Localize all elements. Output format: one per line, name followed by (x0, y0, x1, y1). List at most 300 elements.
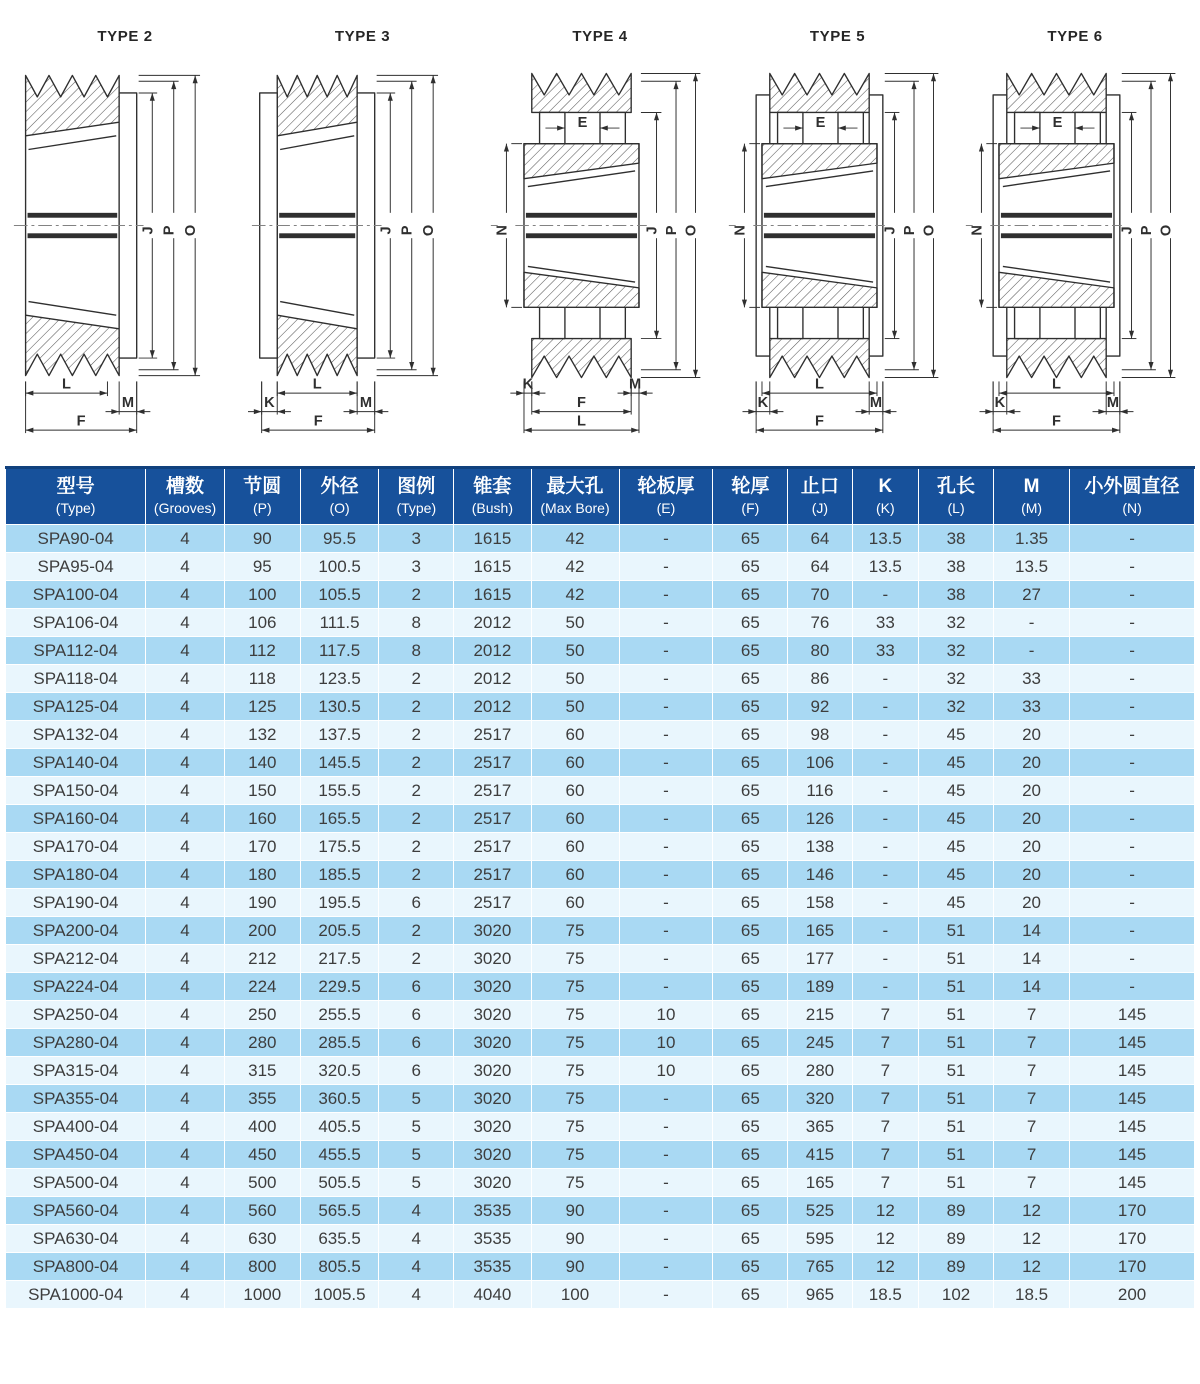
cell-figure: 2 (379, 805, 454, 833)
cell-small-od-n: 170 (1070, 1253, 1195, 1281)
cell-bush: 2012 (454, 637, 531, 665)
cell-figure: 2 (379, 693, 454, 721)
cell-web-e: - (619, 945, 713, 973)
cell-figure: 6 (379, 1057, 454, 1085)
cell-web-e: - (619, 1085, 713, 1113)
cell-bush: 2517 (454, 861, 531, 889)
cell-bush: 3535 (454, 1225, 531, 1253)
cell-spigot-j: 70 (788, 581, 852, 609)
cell-small-od-n: - (1070, 777, 1195, 805)
cell-figure: 3 (379, 553, 454, 581)
cell-bush: 4040 (454, 1281, 531, 1309)
cell-k: - (852, 749, 919, 777)
cell-grooves: 4 (146, 1029, 224, 1057)
cell-spigot-j: 126 (788, 805, 852, 833)
column-header-max-bore (531, 468, 619, 525)
cell-width-f: 65 (713, 1057, 788, 1085)
cell-k: 13.5 (852, 553, 919, 581)
cell-m: 7 (994, 1057, 1070, 1085)
cell-web-e: - (619, 1197, 713, 1225)
cell-figure: 5 (379, 1169, 454, 1197)
cell-pitch-p: 250 (224, 1001, 300, 1029)
column-header-bore-l (919, 468, 994, 525)
cell-max-bore: 60 (531, 777, 619, 805)
dim-label-f: F (76, 413, 86, 430)
cell-spigot-j: 86 (788, 665, 852, 693)
cell-type: SPA212-04 (6, 945, 146, 973)
cell-bush: 3535 (454, 1197, 531, 1225)
cell-spigot-j: 98 (788, 721, 852, 749)
column-header-cn: 最大孔 (546, 476, 604, 497)
cell-type: SPA100-04 (6, 581, 146, 609)
dim-label-m: M (121, 394, 135, 411)
cell-bush: 2517 (454, 889, 531, 917)
cell-grooves: 4 (146, 1001, 224, 1029)
cell-web-e: - (619, 1281, 713, 1309)
cell-spigot-j: 525 (788, 1197, 852, 1225)
cell-k: - (852, 861, 919, 889)
cell-m: 20 (994, 889, 1070, 917)
cell-small-od-n: 145 (1070, 1113, 1195, 1141)
cell-small-od-n: 200 (1070, 1281, 1195, 1309)
cell-pitch-p: 1000 (224, 1281, 300, 1309)
column-header-k (852, 468, 919, 525)
cell-small-od-n: - (1070, 721, 1195, 749)
dim-label-o: O (683, 224, 700, 237)
cell-spigot-j: 165 (788, 917, 852, 945)
cell-outer-o: 145.5 (300, 749, 378, 777)
cell-figure: 6 (379, 1029, 454, 1057)
cell-grooves: 4 (146, 917, 224, 945)
cell-bore-l: 45 (919, 833, 994, 861)
cell-grooves: 4 (146, 1281, 224, 1309)
cell-k: - (852, 693, 919, 721)
cell-max-bore: 75 (531, 1085, 619, 1113)
cell-m: 33 (994, 665, 1070, 693)
cell-bore-l: 51 (919, 1057, 994, 1085)
column-header-en: (Grooves) (153, 500, 217, 516)
cell-figure: 6 (379, 889, 454, 917)
cell-small-od-n: - (1070, 861, 1195, 889)
column-header-cn: 轮板厚 (637, 476, 695, 497)
cell-figure: 2 (379, 721, 454, 749)
cell-max-bore: 100 (531, 1281, 619, 1309)
cell-spigot-j: 177 (788, 945, 852, 973)
cell-pitch-p: 224 (224, 973, 300, 1001)
cell-type: SPA125-04 (6, 693, 146, 721)
cell-bore-l: 38 (919, 525, 994, 553)
cell-bush: 1615 (454, 553, 531, 581)
cell-pitch-p: 190 (224, 889, 300, 917)
cell-bore-l: 38 (919, 553, 994, 581)
cell-bush: 2517 (454, 805, 531, 833)
cell-small-od-n: - (1070, 833, 1195, 861)
cell-max-bore: 50 (531, 693, 619, 721)
cell-grooves: 4 (146, 609, 224, 637)
cell-spigot-j: 595 (788, 1225, 852, 1253)
cell-outer-o: 360.5 (300, 1085, 378, 1113)
table-row (6, 973, 1195, 1001)
cell-outer-o: 130.5 (300, 693, 378, 721)
cell-type: SPA280-04 (6, 1029, 146, 1057)
table-row (6, 1085, 1195, 1113)
cell-small-od-n: - (1070, 525, 1195, 553)
cell-max-bore: 42 (531, 553, 619, 581)
cell-outer-o: 185.5 (300, 861, 378, 889)
table-row (6, 581, 1195, 609)
cell-max-bore: 50 (531, 665, 619, 693)
cell-pitch-p: 315 (224, 1057, 300, 1085)
cell-max-bore: 42 (531, 525, 619, 553)
table-row (6, 861, 1195, 889)
cell-outer-o: 137.5 (300, 721, 378, 749)
cell-k: 7 (852, 1001, 919, 1029)
cell-bush: 2517 (454, 721, 531, 749)
cell-type: SPA106-04 (6, 609, 146, 637)
cell-outer-o: 105.5 (300, 581, 378, 609)
cell-max-bore: 75 (531, 945, 619, 973)
cell-small-od-n: - (1070, 749, 1195, 777)
cell-grooves: 4 (146, 721, 224, 749)
cell-bore-l: 45 (919, 777, 994, 805)
cell-m: 14 (994, 973, 1070, 1001)
column-header-en: (N) (1122, 500, 1142, 516)
cell-figure: 2 (379, 581, 454, 609)
column-header-cn: 外径 (320, 476, 359, 497)
cell-bore-l: 32 (919, 609, 994, 637)
cell-max-bore: 90 (531, 1225, 619, 1253)
cell-spigot-j: 64 (788, 525, 852, 553)
cell-spigot-j: 165 (788, 1169, 852, 1197)
cell-small-od-n: - (1070, 889, 1195, 917)
cell-pitch-p: 140 (224, 749, 300, 777)
column-header-spigot-j (788, 468, 852, 525)
cell-m: 27 (994, 581, 1070, 609)
cell-figure: 2 (379, 749, 454, 777)
cell-k: 13.5 (852, 525, 919, 553)
cell-figure: 2 (379, 945, 454, 973)
cell-small-od-n: 145 (1070, 1141, 1195, 1169)
cell-outer-o: 165.5 (300, 805, 378, 833)
cell-bush: 2012 (454, 693, 531, 721)
column-header-cn: 锥套 (473, 476, 512, 497)
column-header-type (6, 468, 146, 525)
cell-spigot-j: 146 (788, 861, 852, 889)
cell-outer-o: 155.5 (300, 777, 378, 805)
cell-type: SPA190-04 (6, 889, 146, 917)
dim-label-p: P (399, 225, 416, 236)
cell-bush: 3535 (454, 1253, 531, 1281)
cell-web-e: - (619, 889, 713, 917)
cell-spigot-j: 965 (788, 1281, 852, 1309)
cell-spigot-j: 765 (788, 1253, 852, 1281)
cell-bore-l: 89 (919, 1225, 994, 1253)
dim-label-l: L (814, 376, 824, 393)
cell-type: SPA355-04 (6, 1085, 146, 1113)
cell-pitch-p: 560 (224, 1197, 300, 1225)
cell-bore-l: 51 (919, 973, 994, 1001)
cell-width-f: 65 (713, 973, 788, 1001)
cell-bush: 3020 (454, 917, 531, 945)
cell-m: 33 (994, 693, 1070, 721)
cell-width-f: 65 (713, 693, 788, 721)
cell-type: SPA1000-04 (6, 1281, 146, 1309)
cell-m: 20 (994, 777, 1070, 805)
cell-width-f: 65 (713, 1225, 788, 1253)
column-header-cn: M (1023, 476, 1040, 497)
cell-outer-o: 405.5 (300, 1113, 378, 1141)
dim-label-j: J (377, 226, 394, 235)
cell-spigot-j: 245 (788, 1029, 852, 1057)
column-header-en: (M) (1021, 500, 1043, 516)
cell-pitch-p: 355 (224, 1085, 300, 1113)
cell-width-f: 65 (713, 721, 788, 749)
column-header-en: (Max Bore) (540, 500, 610, 516)
cell-grooves: 4 (146, 749, 224, 777)
cell-bush: 2517 (454, 833, 531, 861)
column-header-grooves (146, 468, 224, 525)
cell-outer-o: 175.5 (300, 833, 378, 861)
cell-grooves: 4 (146, 665, 224, 693)
cell-pitch-p: 90 (224, 525, 300, 553)
dim-label-p: P (161, 225, 178, 236)
cell-grooves: 4 (146, 1169, 224, 1197)
cell-small-od-n: 145 (1070, 1085, 1195, 1113)
dim-label-l: L (1052, 376, 1061, 393)
cell-k: - (852, 777, 919, 805)
cell-width-f: 65 (713, 917, 788, 945)
cell-web-e: - (619, 553, 713, 581)
cell-m: 20 (994, 749, 1070, 777)
cell-type: SPA450-04 (6, 1141, 146, 1169)
cell-type: SPA95-04 (6, 553, 146, 581)
column-header-cn: 图例 (397, 476, 436, 497)
cell-max-bore: 60 (531, 833, 619, 861)
cell-grooves: 4 (146, 525, 224, 553)
cell-web-e: - (619, 609, 713, 637)
cell-bore-l: 51 (919, 1113, 994, 1141)
column-header-en: (J) (811, 500, 829, 516)
cell-grooves: 4 (146, 777, 224, 805)
cell-type: SPA800-04 (6, 1253, 146, 1281)
spec-table-body (6, 525, 1195, 1309)
column-header-cn: 止口 (800, 476, 839, 497)
cell-m: 20 (994, 833, 1070, 861)
cell-k: - (852, 833, 919, 861)
cell-k: 7 (852, 1169, 919, 1197)
cell-bore-l: 51 (919, 917, 994, 945)
table-row (6, 1113, 1195, 1141)
dim-label-j: J (644, 226, 661, 235)
drawing-type-6 (960, 4, 1190, 450)
cell-k: - (852, 945, 919, 973)
cell-k: - (852, 917, 919, 945)
cell-spigot-j: 76 (788, 609, 852, 637)
cell-bore-l: 45 (919, 749, 994, 777)
cell-k: 7 (852, 1029, 919, 1057)
cell-type: SPA500-04 (6, 1169, 146, 1197)
cell-m: 1.35 (994, 525, 1070, 553)
cell-width-f: 65 (713, 945, 788, 973)
dim-label-m: M (1106, 394, 1120, 411)
cell-k: 7 (852, 1113, 919, 1141)
cell-width-f: 65 (713, 637, 788, 665)
cell-width-f: 65 (713, 861, 788, 889)
column-header-outer-o (300, 468, 378, 525)
cell-grooves: 4 (146, 1057, 224, 1085)
cell-max-bore: 60 (531, 805, 619, 833)
dim-label-f: F (814, 413, 824, 430)
cell-spigot-j: 320 (788, 1085, 852, 1113)
cell-grooves: 4 (146, 1085, 224, 1113)
cell-max-bore: 42 (531, 581, 619, 609)
column-header-en: (F) (741, 500, 760, 516)
cell-max-bore: 75 (531, 1057, 619, 1085)
dim-label-j: J (140, 226, 157, 235)
cell-max-bore: 60 (531, 861, 619, 889)
dim-label-p: P (1139, 225, 1156, 236)
cell-outer-o: 255.5 (300, 1001, 378, 1029)
cell-max-bore: 75 (531, 1141, 619, 1169)
cell-type: SPA400-04 (6, 1113, 146, 1141)
table-row (6, 553, 1195, 581)
cell-outer-o: 111.5 (300, 609, 378, 637)
cell-web-e: - (619, 1113, 713, 1141)
cell-pitch-p: 95 (224, 553, 300, 581)
cell-m: - (994, 637, 1070, 665)
dim-label-o: O (1158, 224, 1175, 237)
cell-grooves: 4 (146, 1225, 224, 1253)
cell-outer-o: 320.5 (300, 1057, 378, 1085)
table-row (6, 945, 1195, 973)
cell-outer-o: 195.5 (300, 889, 378, 917)
cell-figure: 4 (379, 1281, 454, 1309)
cell-outer-o: 217.5 (300, 945, 378, 973)
cell-m: 12 (994, 1253, 1070, 1281)
table-row (6, 749, 1195, 777)
table-row (6, 777, 1195, 805)
table-row (6, 609, 1195, 637)
dim-label-k: K (522, 376, 534, 393)
cell-bush: 3020 (454, 1141, 531, 1169)
cell-small-od-n: 170 (1070, 1225, 1195, 1253)
table-row (6, 805, 1195, 833)
cell-width-f: 65 (713, 1029, 788, 1057)
cell-k: 12 (852, 1225, 919, 1253)
cell-bore-l: 102 (919, 1281, 994, 1309)
cell-bush: 3020 (454, 1057, 531, 1085)
cell-m: 20 (994, 721, 1070, 749)
cell-width-f: 65 (713, 1253, 788, 1281)
cell-outer-o: 455.5 (300, 1141, 378, 1169)
cell-bush: 3020 (454, 945, 531, 973)
cell-figure: 2 (379, 861, 454, 889)
cell-grooves: 4 (146, 973, 224, 1001)
table-row (6, 525, 1195, 553)
spec-table (5, 466, 1195, 1309)
cell-outer-o: 95.5 (300, 525, 378, 553)
cell-pitch-p: 106 (224, 609, 300, 637)
cell-width-f: 65 (713, 1197, 788, 1225)
cell-pitch-p: 100 (224, 581, 300, 609)
drawing-title: TYPE 3 (334, 28, 391, 45)
cell-web-e: - (619, 777, 713, 805)
dim-label-m: M (628, 376, 642, 393)
column-header-m (994, 468, 1070, 525)
cell-bore-l: 45 (919, 805, 994, 833)
cell-figure: 5 (379, 1141, 454, 1169)
cell-bore-l: 45 (919, 861, 994, 889)
cell-figure: 2 (379, 665, 454, 693)
cell-bore-l: 51 (919, 1001, 994, 1029)
cell-k: 18.5 (852, 1281, 919, 1309)
cell-m: 12 (994, 1197, 1070, 1225)
cell-outer-o: 505.5 (300, 1169, 378, 1197)
cell-web-e: - (619, 861, 713, 889)
cell-grooves: 4 (146, 861, 224, 889)
cell-max-bore: 60 (531, 721, 619, 749)
cell-small-od-n: - (1070, 805, 1195, 833)
cell-type: SPA118-04 (6, 665, 146, 693)
column-header-web-e (619, 468, 713, 525)
cell-grooves: 4 (146, 889, 224, 917)
cell-max-bore: 50 (531, 609, 619, 637)
cell-figure: 4 (379, 1253, 454, 1281)
cell-width-f: 65 (713, 777, 788, 805)
cell-figure: 8 (379, 637, 454, 665)
cell-width-f: 65 (713, 1169, 788, 1197)
cell-bore-l: 51 (919, 1029, 994, 1057)
column-header-en: (O) (329, 500, 350, 516)
cell-small-od-n: - (1070, 637, 1195, 665)
drawing-type-3 (248, 4, 478, 450)
cell-type: SPA250-04 (6, 1001, 146, 1029)
cell-outer-o: 1005.5 (300, 1281, 378, 1309)
spec-table-head (6, 468, 1195, 525)
cell-k: - (852, 973, 919, 1001)
cell-max-bore: 90 (531, 1197, 619, 1225)
dim-label-o: O (183, 224, 200, 237)
table-row (6, 1281, 1195, 1309)
cell-web-e: 10 (619, 1029, 713, 1057)
column-header-pitch-p (224, 468, 300, 525)
cell-outer-o: 285.5 (300, 1029, 378, 1057)
column-header-cn: 槽数 (166, 476, 205, 497)
cell-pitch-p: 280 (224, 1029, 300, 1057)
cell-pitch-p: 180 (224, 861, 300, 889)
cell-m: 20 (994, 861, 1070, 889)
cell-bore-l: 32 (919, 693, 994, 721)
cell-small-od-n: 145 (1070, 1001, 1195, 1029)
column-header-small-od-n (1070, 468, 1195, 525)
cell-grooves: 4 (146, 945, 224, 973)
cell-bush: 3020 (454, 1169, 531, 1197)
table-row (6, 1001, 1195, 1029)
cell-web-e: 10 (619, 1001, 713, 1029)
cell-small-od-n: 145 (1070, 1169, 1195, 1197)
cell-spigot-j: 365 (788, 1113, 852, 1141)
dim-label-m: M (359, 394, 372, 411)
cell-pitch-p: 630 (224, 1225, 300, 1253)
table-row (6, 721, 1195, 749)
cell-pitch-p: 132 (224, 721, 300, 749)
table-row (6, 1253, 1195, 1281)
cell-max-bore: 90 (531, 1253, 619, 1281)
table-row (6, 833, 1195, 861)
column-header-bush (454, 468, 531, 525)
cell-figure: 8 (379, 609, 454, 637)
cell-width-f: 65 (713, 1281, 788, 1309)
